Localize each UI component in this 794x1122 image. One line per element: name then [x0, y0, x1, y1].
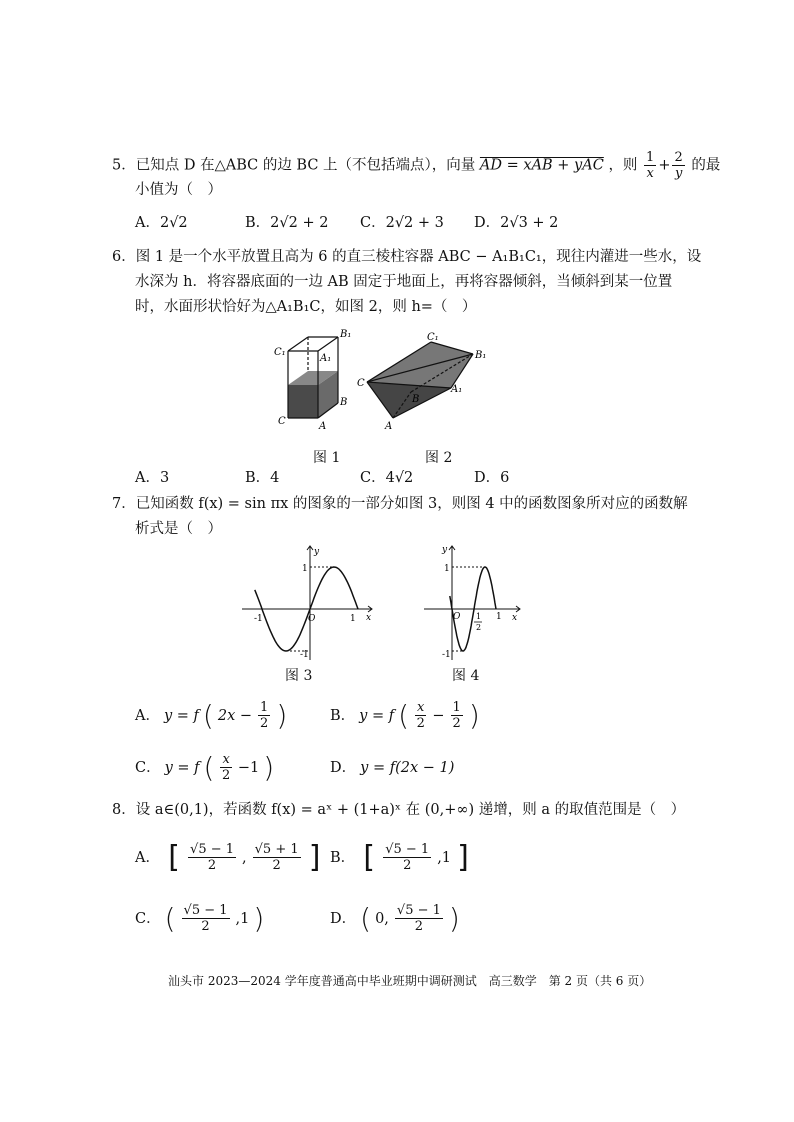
fig1-label-a1: A₁: [320, 353, 332, 364]
fig3-tick-x-neg1: -1: [254, 614, 263, 624]
fig2-label-a: A: [385, 421, 393, 430]
fig2-label-b: B: [412, 394, 420, 405]
fig1-label-a: A: [319, 421, 327, 432]
q6-figure1-prism: [270, 325, 360, 435]
fig4-origin-label: O: [453, 612, 461, 622]
fig4-tick-x1: 1: [496, 612, 502, 622]
fig4-tick-y-neg1: -1: [442, 650, 451, 660]
fig2-label-b1: B₁: [475, 350, 487, 361]
q6-figure2-tilted-prism: [355, 330, 495, 430]
fig1-label-c: C: [278, 416, 286, 427]
q7-option-c[interactable]: C． y = f ( $\frac{x}{2}$ −1 ): [135, 750, 275, 784]
fig4-axis-x-label: x: [512, 613, 518, 623]
q6-fig2-caption: 图 2: [425, 450, 453, 466]
q8-option-c[interactable]: C． ( $\frac{√5 - 1}{2}$ ,1 ): [135, 901, 265, 935]
q5-text-b: ，则: [608, 157, 638, 174]
q8-option-b[interactable]: B． [ $\frac{√5 - 1}{2}$ ,1 ]: [330, 839, 474, 875]
q5-option-d[interactable]: D．2√3 + 2: [474, 215, 559, 231]
q6-option-c[interactable]: C．4√2: [360, 470, 414, 486]
q5-vector-expr: AD = xAB + yAC: [479, 157, 604, 174]
q6-line1: 6．图 1 是一个水平放置且高为 6 的直三棱柱容器 ABC − A₁B₁C₁，现往内灌进一些水，设: [112, 249, 702, 265]
q5-frac1: $\frac{1}{x}$: [646, 150, 655, 181]
q5-line2: 小值为（ ）: [135, 182, 222, 198]
q8-option-a[interactable]: A． [ $\frac{√5 - 1}{2}$ , $\frac{√5 + 1}{2}$ ]: [135, 839, 325, 875]
fig2-label-c: C: [357, 378, 365, 389]
fig1-label-b1: B₁: [340, 329, 352, 340]
q7-fig4-caption: 图 4: [452, 668, 480, 684]
fig3-origin-label: O: [308, 614, 316, 624]
q7-line1: 7．已知函数 f(x) = sin πx 的图象的一部分如图 3，则图 4 中的函数图象所对应的函数解: [112, 496, 688, 512]
fig2-label-a1: A₁: [451, 384, 463, 395]
q7-option-b[interactable]: B． y = f ( $\frac{x}{2}$ − $\frac{1}{2}$ ): [330, 698, 480, 732]
q7-option-d[interactable]: D． y = f(2x − 1): [330, 760, 455, 776]
fig4-axis-y-label: y: [442, 545, 448, 555]
q8-line1: 8．设 a∈(0,1)，若函数 f(x) = aˣ + (1+a)ˣ 在 (0,+∞) 递增，则 a 的取值范围是（ ）: [112, 802, 686, 818]
fig3-tick-y1: 1: [302, 564, 308, 574]
q5-line1: [112, 150, 720, 181]
q7-fig3-caption: 图 3: [285, 668, 313, 684]
q7-figure3-graph: [238, 540, 378, 665]
fig3-axis-y-label: y: [314, 547, 320, 557]
fig1-water-front: [288, 385, 318, 418]
page-footer: 汕头市 2023—2024 学年度普通高中毕业班期中调研测试 高三数学 第 2 页（共 6 页）: [168, 974, 652, 988]
fig4-tick-half-den: 2: [476, 623, 482, 632]
q6-line2: 水深为 h．将容器底面的一边 AB 固定于地面上，再将容器倾斜，当倾斜到某一位置: [135, 274, 673, 290]
q5-option-b[interactable]: B．2√2 + 2: [245, 215, 329, 231]
q7-figure4-graph: [420, 540, 525, 665]
q5-option-c[interactable]: C．2√2 + 3: [360, 215, 444, 231]
q5-plus: +: [658, 157, 671, 174]
q5-text-c: 的最: [691, 157, 721, 174]
fig1-label-c1: C₁: [274, 347, 286, 358]
q6-option-a[interactable]: A．3: [135, 470, 170, 486]
q5-option-a[interactable]: A．2√2: [135, 215, 188, 231]
q5-text-a: 5．已知点 D 在△ABC 的边 BC 上（不包括端点），向量: [112, 157, 476, 174]
q5-frac2: $\frac{2}{y}$: [674, 150, 683, 181]
q6-line3: 时，水面形状恰好为△A₁B₁C，如图 2，则 h=（ ）: [135, 299, 477, 315]
fig1-label-b: B: [340, 397, 348, 408]
q6-option-b[interactable]: B．4: [245, 470, 280, 486]
q6-fig1-caption: 图 1: [313, 450, 341, 466]
fig4-tick-half-num: 1: [476, 612, 482, 621]
fig3-tick-x1: 1: [350, 614, 356, 624]
q6-option-d[interactable]: D．6: [474, 470, 510, 486]
fig3-tick-y-neg1: -1: [300, 650, 309, 660]
fig2-label-c1: C₁: [427, 332, 439, 343]
fig3-axis-x-label: x: [366, 613, 372, 623]
q7-line2: 析式是（ ）: [135, 521, 222, 537]
q7-option-a[interactable]: A． y = f ( 2x − $\frac{1}{2}$ ): [135, 698, 288, 732]
q8-option-d[interactable]: D． ( 0, $\frac{√5 - 1}{2}$ ): [330, 901, 460, 935]
fig4-tick-y1: 1: [444, 564, 450, 574]
